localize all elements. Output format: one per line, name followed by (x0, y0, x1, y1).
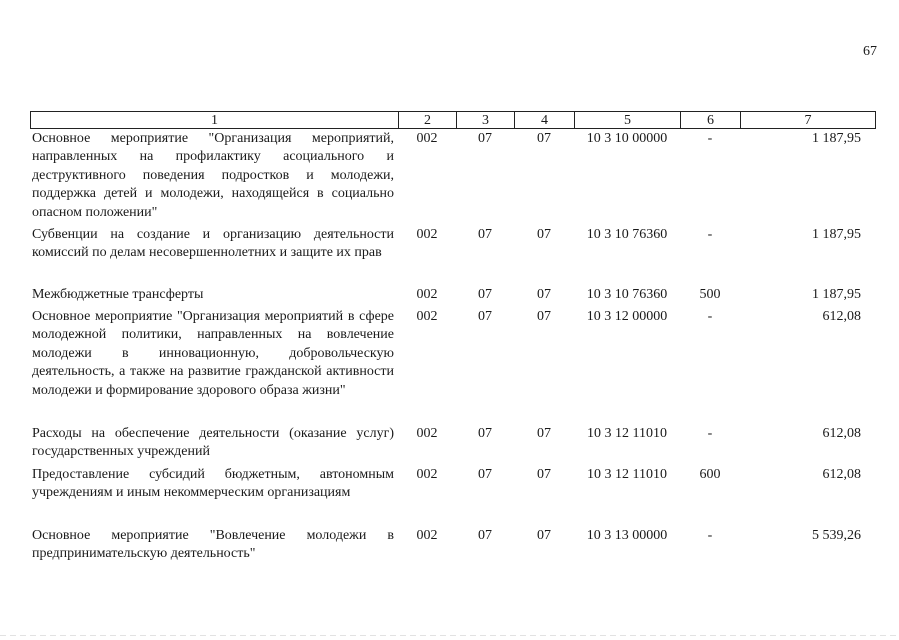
cell-amount: 612,08 (822, 467, 861, 482)
cell-code: 002 (416, 227, 438, 242)
cell-section: 07 (478, 467, 492, 482)
cell-amount: 5 539,26 (812, 528, 861, 543)
row-description: Субвенции на создание и организацию деятельности комиссий по делам несовершеннолетних и защите их прав (32, 227, 394, 261)
cell-subsection: 07 (537, 287, 551, 302)
cell-target-article: 10 3 10 00000 (586, 131, 668, 146)
cell-section: 07 (478, 131, 492, 146)
cell-expense-type: 500 (699, 287, 721, 302)
cell-target-article: 10 3 12 00000 (586, 309, 668, 324)
cell-subsection: 07 (537, 426, 551, 441)
cell-section: 07 (478, 528, 492, 543)
cell-section: 07 (478, 287, 492, 302)
column-header-3: 3 (457, 112, 515, 129)
page-number: 67 (863, 44, 877, 59)
row-description: Основное мероприятие "Вовлечение молодежи в предпринимательскую деятельность" (32, 528, 394, 562)
cell-section: 07 (478, 227, 492, 242)
row-description: Основное мероприятие "Организация мероприятий, направленных на профилактику асоциального и деструктивного поведения подростков и молодежи, поддержка детей и молодежи, находящейся в социально опасном положении" (32, 131, 394, 220)
cell-amount: 612,08 (822, 309, 861, 324)
cell-code: 002 (416, 309, 438, 324)
cell-target-article: 10 3 12 11010 (587, 467, 667, 482)
row-description: Расходы на обеспечение деятельности (оказание услуг) государственных учреждений (32, 426, 394, 460)
cell-amount: 1 187,95 (812, 131, 861, 146)
cell-code: 002 (416, 528, 438, 543)
cell-expense-type: 600 (699, 467, 721, 482)
cell-amount: 1 187,95 (812, 287, 861, 302)
cell-expense-type: - (707, 528, 713, 543)
cell-subsection: 07 (537, 467, 551, 482)
cell-subsection: 07 (537, 528, 551, 543)
scan-bottom-edge (0, 635, 899, 636)
row-description: Предоставление субсидий бюджетным, автономным учреждениям и иным некоммерческим организациям (32, 467, 394, 501)
cell-subsection: 07 (537, 309, 551, 324)
cell-code: 002 (416, 131, 438, 146)
column-header-1: 1 (31, 112, 399, 129)
cell-target-article: 10 3 10 76360 (586, 287, 668, 302)
cell-section: 07 (478, 426, 492, 441)
column-header-5: 5 (575, 112, 681, 129)
cell-subsection: 07 (537, 131, 551, 146)
column-header-2: 2 (399, 112, 457, 129)
row-description: Межбюджетные трансферты (32, 287, 204, 302)
cell-amount: 1 187,95 (812, 227, 861, 242)
row-description: Основное мероприятие "Организация мероприятий в сфере молодежной политики, направленных на вовлечение молодежи в инновационную, добровольческую деятельность, а также на развитие гражданской активности молодежи и формирование здорового образа жизни" (32, 309, 394, 398)
cell-target-article: 10 3 13 00000 (586, 528, 668, 543)
column-header-7: 7 (741, 112, 876, 129)
cell-target-article: 10 3 12 11010 (587, 426, 667, 441)
column-header-row (31, 112, 876, 129)
cell-code: 002 (416, 287, 438, 302)
cell-code: 002 (416, 467, 438, 482)
column-header-4: 4 (515, 112, 575, 129)
cell-target-article: 10 3 10 76360 (586, 227, 668, 242)
cell-expense-type: - (707, 426, 713, 441)
column-header-table (30, 111, 876, 129)
cell-code: 002 (416, 426, 438, 441)
cell-subsection: 07 (537, 227, 551, 242)
cell-expense-type: - (707, 309, 713, 324)
cell-expense-type: - (707, 131, 713, 146)
cell-expense-type: - (707, 227, 713, 242)
column-header-6: 6 (681, 112, 741, 129)
cell-section: 07 (478, 309, 492, 324)
cell-amount: 612,08 (822, 426, 861, 441)
